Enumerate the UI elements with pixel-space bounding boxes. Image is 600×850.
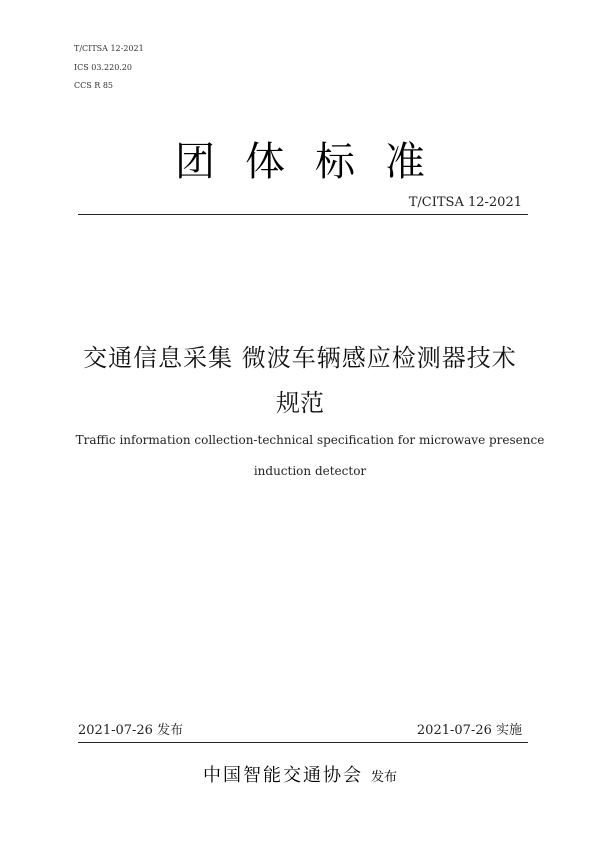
ccs-code: CCS R 85	[74, 81, 114, 90]
doc-number: T/CITSA 12-2021	[408, 195, 522, 210]
bottom-divider	[78, 742, 528, 743]
publisher	[0, 761, 600, 787]
title-chinese-line-1: 交通信息采集 微波车辆感应检测器技术	[83, 344, 517, 372]
doc-number-small: T/CITSA 12-2021	[74, 44, 144, 53]
publisher-suffix: 发布	[370, 770, 397, 785]
implementation-date: 2021-07-26 实施	[416, 723, 522, 738]
publish-date: 2021-07-26 发布	[78, 723, 184, 738]
publisher-name: 中国智能交通协会	[202, 765, 363, 786]
title-english-line-2: induction detector	[253, 464, 367, 478]
title-chinese-line-2: 规范	[276, 389, 324, 417]
standard-type-heading: 团体标准	[175, 139, 455, 185]
top-divider	[78, 214, 528, 215]
ics-code: ICS 03.220.20	[74, 63, 133, 72]
title-english-line-1: Traffic information collection-technical specification for microwave presence	[75, 433, 545, 447]
